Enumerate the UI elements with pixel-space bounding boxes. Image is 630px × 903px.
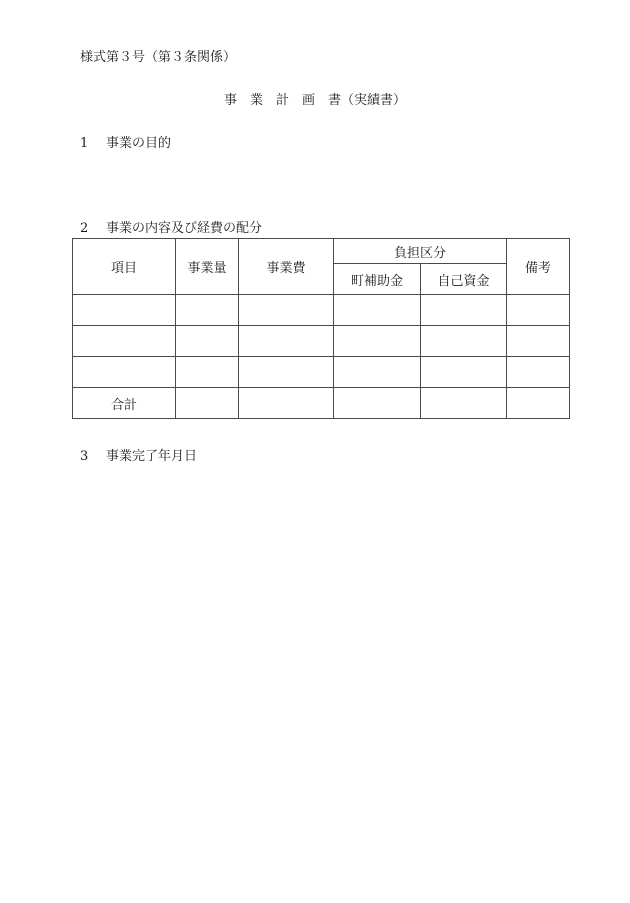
- table-row: [73, 295, 570, 326]
- table-cell[interactable]: [421, 357, 507, 388]
- total-label: 合計: [73, 388, 176, 419]
- section-label: 事業の内容及び経費の配分: [106, 221, 263, 236]
- table-cell[interactable]: [73, 326, 176, 357]
- section-number: 2: [80, 221, 89, 236]
- section-content-and-costs: [80, 221, 262, 237]
- table-cell[interactable]: [334, 326, 421, 357]
- header-cost: 事業費: [239, 239, 334, 295]
- cost-allocation-table: [72, 238, 570, 419]
- section-label: 事業完了年月日: [106, 449, 198, 464]
- header-town-subsidy: 町補助金: [334, 264, 421, 295]
- table-cell[interactable]: [176, 357, 239, 388]
- table-cell[interactable]: [507, 388, 570, 419]
- table-cell[interactable]: [334, 357, 421, 388]
- document-title: 事 業 計 画 書（実績書）: [223, 93, 406, 108]
- table-cell[interactable]: [73, 295, 176, 326]
- table-cell[interactable]: [334, 295, 421, 326]
- table-cell[interactable]: [176, 295, 239, 326]
- header-quantity: 事業量: [176, 239, 239, 295]
- table-cell[interactable]: [239, 326, 334, 357]
- table-cell[interactable]: [507, 357, 570, 388]
- table-cell[interactable]: [507, 295, 570, 326]
- table-cell[interactable]: [176, 388, 239, 419]
- header-burden-division: 負担区分: [334, 239, 507, 264]
- table-cell[interactable]: [421, 326, 507, 357]
- table-cell[interactable]: [507, 326, 570, 357]
- section-number: 1: [80, 136, 89, 151]
- form-number: 様式第３号（第３条関係）: [80, 50, 237, 65]
- section-number: 3: [80, 449, 89, 464]
- table-cell[interactable]: [421, 295, 507, 326]
- table-cell[interactable]: [239, 388, 334, 419]
- section-purpose: [80, 136, 171, 152]
- section-label: 事業の目的: [106, 136, 172, 151]
- table-row: [73, 326, 570, 357]
- table-cell[interactable]: [73, 357, 176, 388]
- section-completion-date: [80, 449, 197, 465]
- table-cell[interactable]: [421, 388, 507, 419]
- table-row: [73, 357, 570, 388]
- total-row: [73, 388, 570, 419]
- header-remarks: 備考: [507, 239, 570, 295]
- header-own-funds: 自己資金: [421, 264, 507, 295]
- table-cell[interactable]: [239, 295, 334, 326]
- table-cell[interactable]: [176, 326, 239, 357]
- table-cell[interactable]: [334, 388, 421, 419]
- table-cell[interactable]: [239, 357, 334, 388]
- header-item: 項目: [73, 239, 176, 295]
